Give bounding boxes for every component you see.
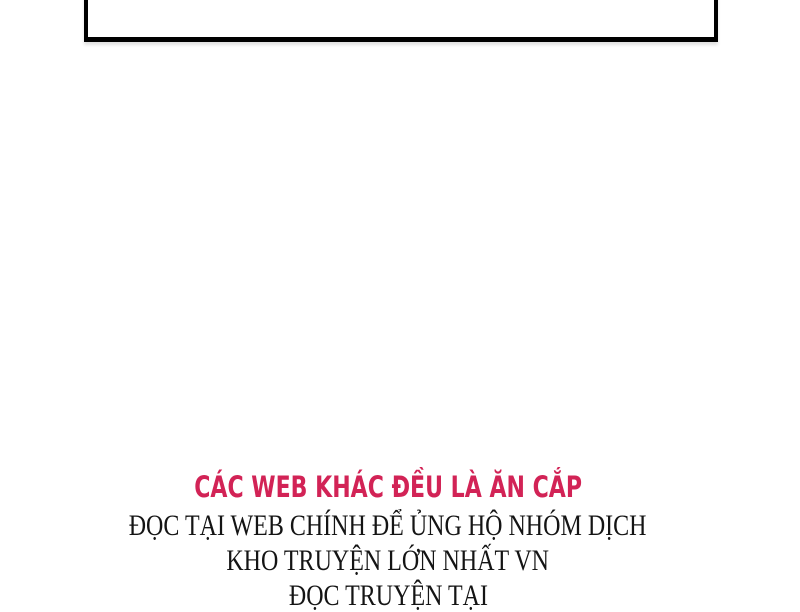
credit-line-read-at-text: ĐỌC TRUYỆN TẠI (288, 579, 488, 612)
credit-line-read-at (0, 581, 776, 611)
credit-line-slogan-text: KHO TRUYỆN LỚN NHẤT VN (226, 544, 550, 577)
credit-line-support-text: ĐỌC TẠI WEB CHÍNH ĐỂ ỦNG HỘ NHÓM DỊCH (129, 509, 647, 542)
credit-headline-text: CÁC WEB KHÁC ĐỀU LÀ ĂN CẮP (194, 470, 582, 504)
credit-headline (0, 470, 776, 504)
speech-panel (84, 0, 718, 42)
credit-line-support (0, 511, 776, 541)
credit-line-slogan (0, 546, 776, 576)
